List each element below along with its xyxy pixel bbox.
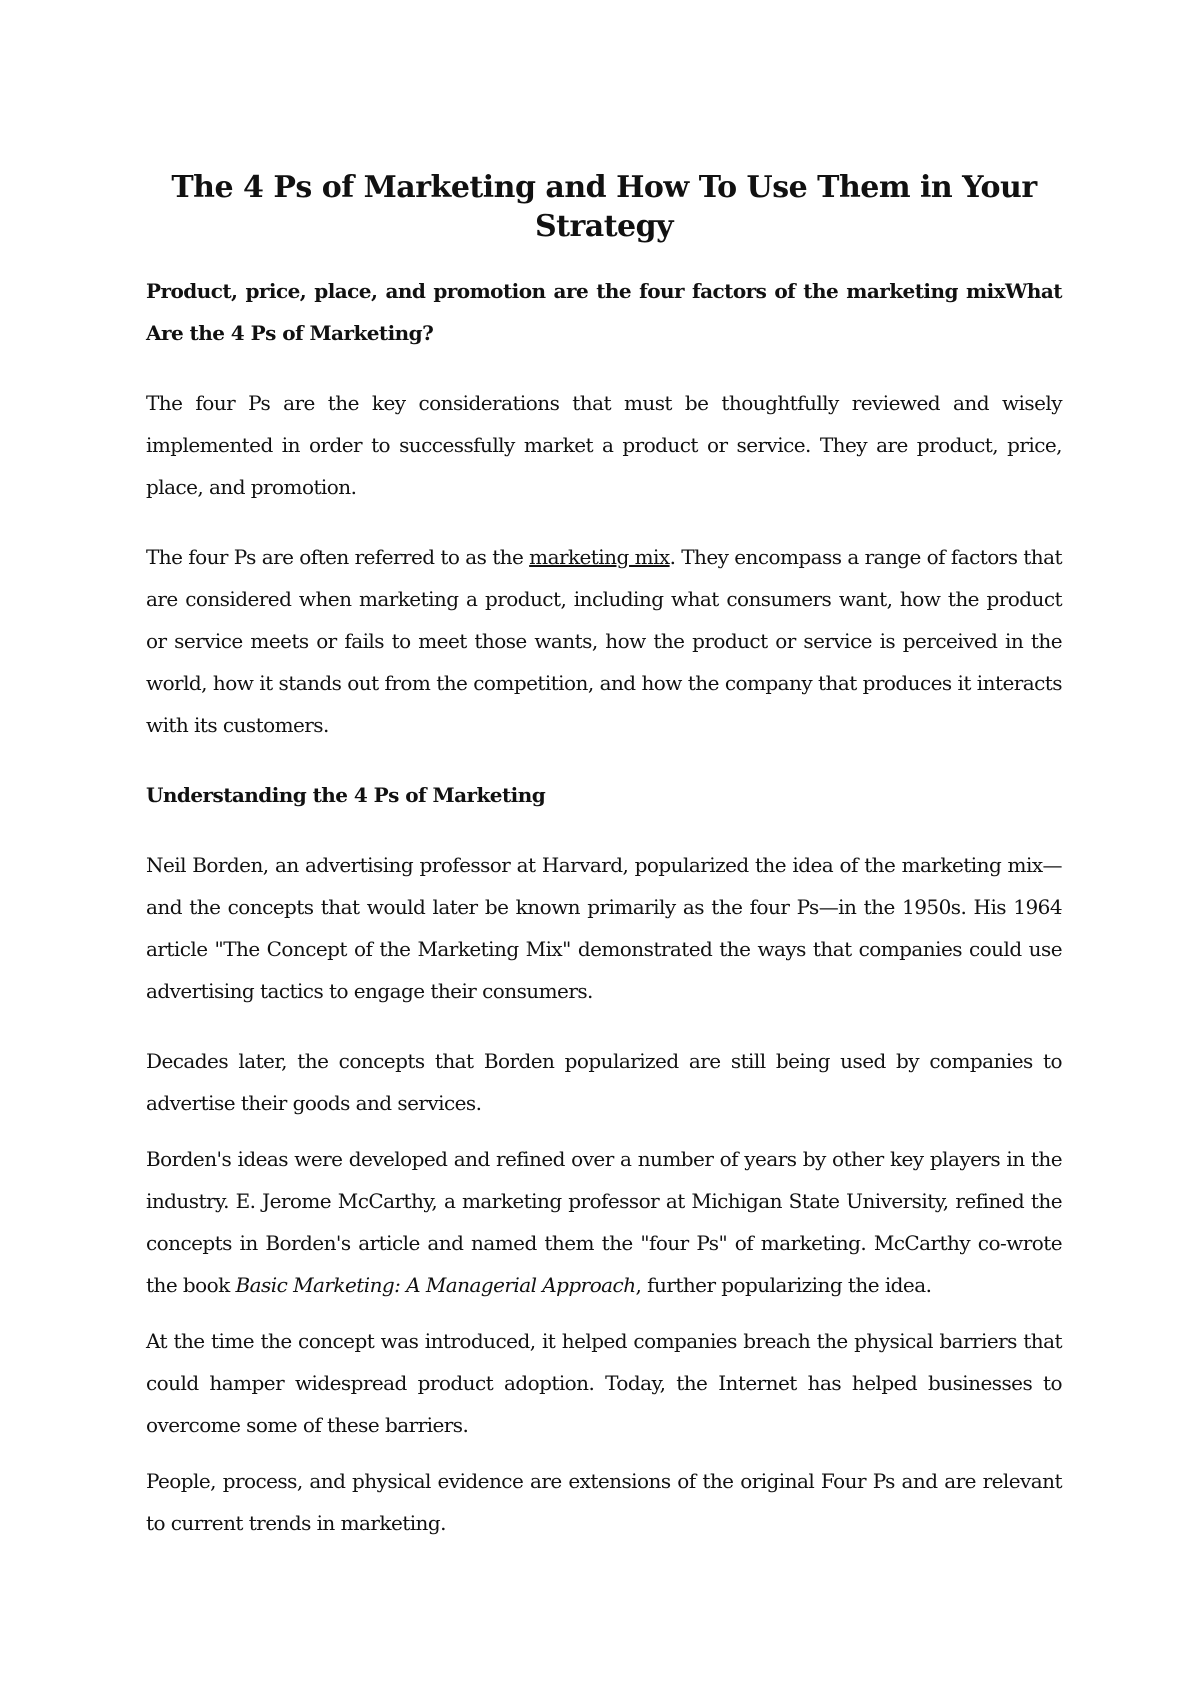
paragraph-decades-later: Decades later, the concepts that Borden popularized are still being used by companies to advertise their goods and services. xyxy=(146,1049,1062,1115)
paragraph-borden: Neil Borden, an advertising professor at Harvard, popularized the idea of the marketing mix—and the concepts that would later be known primarily as the four Ps—in the 1950s. His 1964 article "The Concept of the Marketing Mix" demonstrated the ways that companies could use advertising tactics to engage their consumers. xyxy=(146,853,1062,1003)
paragraph-intro: The four Ps are the key considerations that must be thoughtfully reviewed and wisely implemented in order to successfully market a product or service. They are product, price, place, and promotion. xyxy=(146,391,1062,499)
paragraph-barriers: At the time the concept was introduced, it helped companies breach the physical barriers that could hamper widespread product adoption. Today, the Internet has helped businesses to overcome some of these barriers. xyxy=(146,1329,1062,1437)
document-subtitle: Product, price, place, and promotion are the four factors of the marketing mixWhat Are the 4 Ps of Marketing? xyxy=(146,279,1062,345)
paragraph-marketing-mix-text-before: The four Ps are often referred to as the xyxy=(146,545,530,569)
document-title: The 4 Ps of Marketing and How To Use Them in Your Strategy xyxy=(171,170,1037,244)
paragraph-mccarthy xyxy=(146,1138,1062,1306)
paragraph-mccarthy-text-after: , further popularizing the idea. xyxy=(635,1273,932,1297)
paragraph-extensions: People, process, and physical evidence are extensions of the original Four Ps and are relevant to current trends in marketing. xyxy=(146,1469,1062,1535)
document-body xyxy=(146,168,1062,1544)
section-heading: Understanding the 4 Ps of Marketing xyxy=(146,783,546,807)
paragraph-marketing-mix-text-after: . They encompass a range of factors that are considered when marketing a product, including what consumers want, how the product or service meets or fails to meet those wants, how the product or service is perceived in the world, how it stands out from the competition, and how the company that produces it interacts with its customers. xyxy=(146,545,1062,737)
book-title: Basic Marketing: A Managerial Approach xyxy=(235,1273,636,1297)
paragraph-mccarthy-text-before: Borden's ideas were developed and refined over a number of years by other key players in the industry. E. Jerome McCarthy, a marketing professor at Michigan State University, refined the concepts in Borden's article and named them the "four Ps" of marketing. McCarthy co-wrote the book xyxy=(146,1147,1062,1297)
marketing-mix-link[interactable]: marketing mix xyxy=(529,545,670,569)
paragraph-marketing-mix xyxy=(146,536,1062,746)
